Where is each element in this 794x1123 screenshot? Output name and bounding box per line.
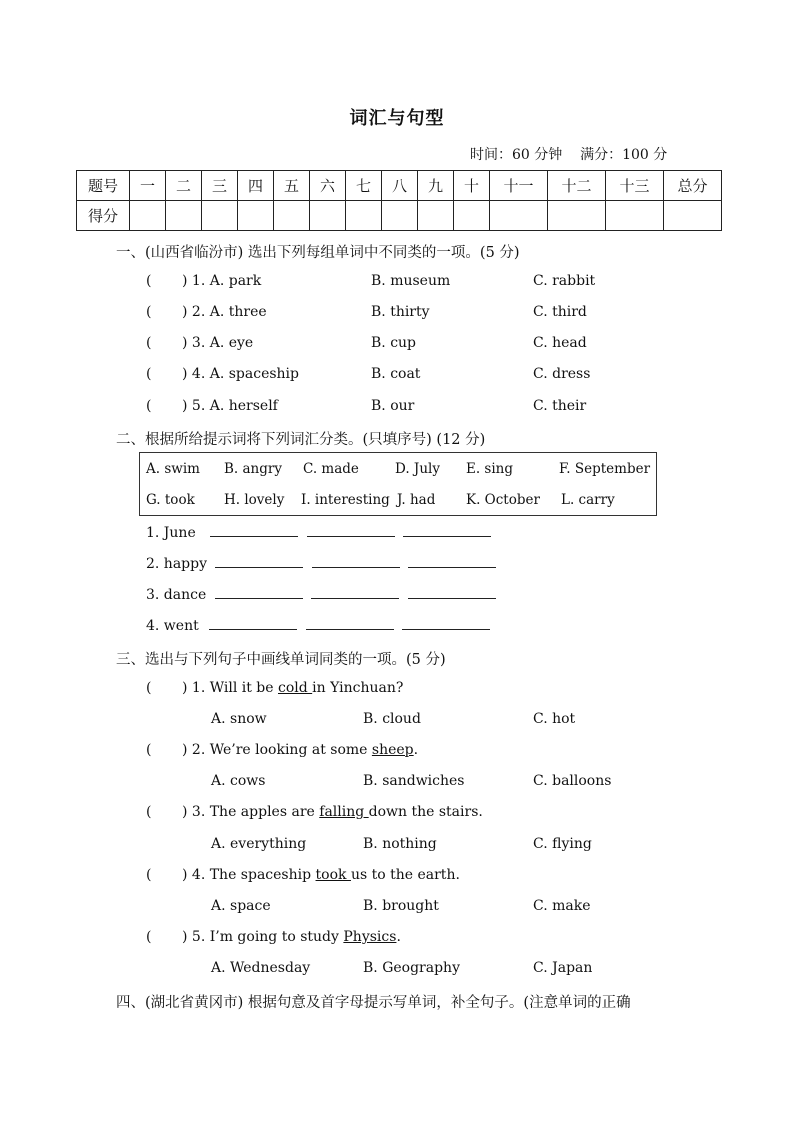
word-bank-item: B. angry — [224, 461, 282, 477]
s2-prompt-row-3 — [146, 586, 496, 603]
score-header-cell: 四 — [238, 171, 274, 201]
score-cell[interactable] — [274, 201, 310, 231]
score-cell[interactable] — [166, 201, 202, 231]
score-header-cell: 十一 — [490, 171, 548, 201]
answer-blank[interactable] — [307, 524, 395, 537]
sentence-text: ) 5. I’m going to study — [182, 929, 344, 945]
option-c: C. flying — [533, 836, 592, 852]
score-cell[interactable] — [202, 201, 238, 231]
underlined-word: Physics — [343, 929, 397, 945]
score-cell[interactable] — [130, 201, 166, 231]
s3-q5-sentence — [182, 929, 401, 945]
answer-blank[interactable] — [311, 586, 399, 599]
s1-q2-option-c: C. third — [533, 304, 587, 320]
s2-prompt-label: 3. dance — [146, 587, 207, 603]
score-cell[interactable] — [382, 201, 418, 231]
score-header-cell: 九 — [418, 171, 454, 201]
s1-q5-option-b: B. our — [371, 398, 415, 414]
answer-paren-open[interactable]: ( — [146, 366, 152, 382]
score-table-header-row — [77, 171, 722, 201]
word-bank-item: D. July — [395, 461, 440, 477]
score-header-cell: 总分 — [664, 171, 722, 201]
score-header-cell: 一 — [130, 171, 166, 201]
option-a: A. Wednesday — [211, 960, 311, 976]
page-title: 词汇与句型 — [349, 108, 445, 129]
option-a: A. space — [211, 898, 271, 914]
score-cell[interactable] — [490, 201, 548, 231]
word-bank-item: L. carry — [561, 492, 615, 508]
s2-prompt-label: 1. June — [146, 525, 196, 541]
sentence-text: ) 4. The spaceship — [182, 867, 316, 883]
score-header-cell: 十二 — [548, 171, 606, 201]
answer-blank[interactable] — [408, 555, 496, 568]
section2-heading: 二、根据所给提示词将下列词汇分类。(只填序号) (12 分) — [116, 432, 486, 448]
sentence-text: down the stairs. — [368, 804, 483, 820]
full-score: 满分：100 分 — [580, 147, 668, 163]
answer-blank[interactable] — [209, 617, 297, 630]
s1-q1-option-b: B. museum — [371, 273, 451, 289]
score-cell[interactable] — [418, 201, 454, 231]
underlined-word: took — [315, 867, 351, 883]
answer-paren-open[interactable]: ( — [146, 804, 152, 820]
answer-paren-open[interactable]: ( — [146, 929, 152, 945]
word-bank-item: H. lovely — [224, 492, 285, 508]
answer-paren-open[interactable]: ( — [146, 335, 152, 351]
score-row-label: 得分 — [77, 201, 130, 231]
score-header-cell: 三 — [202, 171, 238, 201]
answer-blank[interactable] — [402, 617, 490, 630]
s1-q4-option-a: ) 4. A. spaceship — [182, 366, 299, 382]
score-header-cell: 十 — [454, 171, 490, 201]
answer-paren-open[interactable]: ( — [146, 304, 152, 320]
word-bank-item: F. September — [559, 461, 651, 477]
answer-paren-open[interactable]: ( — [146, 398, 152, 414]
score-header-cell: 题号 — [77, 171, 130, 201]
section1-heading: 一、(山西省临汾市) 选出下列每组单词中不同类的一项。(5 分) — [116, 245, 520, 261]
score-header-cell: 二 — [166, 171, 202, 201]
option-a: A. everything — [211, 836, 307, 852]
s1-q1-option-a: ) 1. A. park — [182, 273, 262, 289]
sentence-text: ) 3. The apples are — [182, 804, 320, 820]
answer-blank[interactable] — [403, 524, 491, 537]
option-b: B. nothing — [363, 836, 437, 852]
answer-paren-open[interactable]: ( — [146, 680, 152, 696]
score-cell[interactable] — [310, 201, 346, 231]
answer-paren-open[interactable]: ( — [146, 273, 152, 289]
s2-prompt-row-1 — [146, 524, 491, 541]
sentence-text: ) 1. Will it be — [182, 680, 278, 696]
s1-q3-option-a: ) 3. A. eye — [182, 335, 254, 351]
score-table — [76, 170, 722, 231]
s3-q1-sentence — [182, 680, 403, 696]
answer-blank[interactable] — [312, 555, 400, 568]
answer-blank[interactable] — [408, 586, 496, 599]
s2-prompt-label: 2. happy — [146, 556, 208, 572]
s3-q4-sentence — [182, 867, 460, 883]
s1-q4-option-b: B. coat — [371, 366, 421, 382]
score-header-cell: 七 — [346, 171, 382, 201]
score-cell[interactable] — [548, 201, 606, 231]
score-header-cell: 五 — [274, 171, 310, 201]
word-bank-item: K. October — [466, 492, 540, 508]
s2-prompt-label: 4. went — [146, 618, 199, 634]
s2-prompt-row-4 — [146, 617, 490, 634]
option-c: C. balloons — [533, 773, 612, 789]
option-c: C. Japan — [533, 960, 593, 976]
score-header-cell: 六 — [310, 171, 346, 201]
option-c: C. hot — [533, 711, 576, 727]
answer-paren-open[interactable]: ( — [146, 742, 152, 758]
s1-q5-option-c: C. their — [533, 398, 587, 414]
word-bank-item: G. took — [146, 492, 195, 508]
word-bank-item: J. had — [397, 492, 436, 508]
s1-q5-option-a: ) 5. A. herself — [182, 398, 278, 414]
score-cell[interactable] — [606, 201, 664, 231]
option-b: B. Geography — [363, 960, 460, 976]
section3-heading: 三、选出与下列句子中画线单词同类的一项。(5 分) — [116, 652, 446, 668]
time-limit: 时间：60 分钟 — [470, 147, 563, 163]
section4-heading: 四、(湖北省黄冈市) 根据句意及首字母提示写单词，补全句子。(注意单词的正确 — [116, 995, 631, 1011]
option-b: B. cloud — [363, 711, 421, 727]
s3-q2-sentence — [182, 742, 418, 758]
answer-paren-open[interactable]: ( — [146, 867, 152, 883]
option-b: B. brought — [363, 898, 439, 914]
s1-q4-option-c: C. dress — [533, 366, 591, 382]
sentence-text: . — [396, 929, 401, 945]
word-bank-item: C. made — [303, 461, 359, 477]
s1-q1-option-c: C. rabbit — [533, 273, 596, 289]
score-cell[interactable] — [346, 201, 382, 231]
answer-blank[interactable] — [306, 617, 394, 630]
exam-meta — [470, 144, 667, 164]
score-header-cell: 十三 — [606, 171, 664, 201]
answer-blank[interactable] — [210, 524, 298, 537]
score-table-score-row — [77, 201, 722, 231]
word-bank-item: A. swim — [146, 461, 200, 477]
underlined-word: cold — [278, 680, 313, 696]
option-a: A. snow — [211, 711, 267, 727]
score-cell[interactable] — [238, 201, 274, 231]
s1-q3-option-b: B. cup — [371, 335, 417, 351]
s1-q2-option-b: B. thirty — [371, 304, 430, 320]
answer-blank[interactable] — [215, 586, 303, 599]
underlined-word: falling — [319, 804, 369, 820]
s3-q3-sentence — [182, 804, 483, 820]
s1-q3-option-c: C. head — [533, 335, 587, 351]
answer-blank[interactable] — [215, 555, 303, 568]
score-cell[interactable] — [454, 201, 490, 231]
score-header-cell: 八 — [382, 171, 418, 201]
sentence-text: us to the earth. — [350, 867, 460, 883]
word-bank-item: I. interesting — [301, 492, 390, 508]
s2-prompt-row-2 — [146, 555, 496, 572]
option-b: B. sandwiches — [363, 773, 465, 789]
sentence-text: ) 2. We’re looking at some — [182, 742, 372, 758]
sentence-text: . — [413, 742, 419, 758]
option-c: C. make — [533, 898, 591, 914]
score-cell[interactable] — [664, 201, 722, 231]
sentence-text: in Yinchuan? — [312, 680, 404, 696]
word-bank-box — [139, 452, 657, 516]
underlined-word: sheep — [371, 742, 414, 758]
s1-q2-option-a: ) 2. A. three — [182, 304, 267, 320]
word-bank-item: E. sing — [466, 461, 514, 477]
option-a: A. cows — [211, 773, 266, 789]
